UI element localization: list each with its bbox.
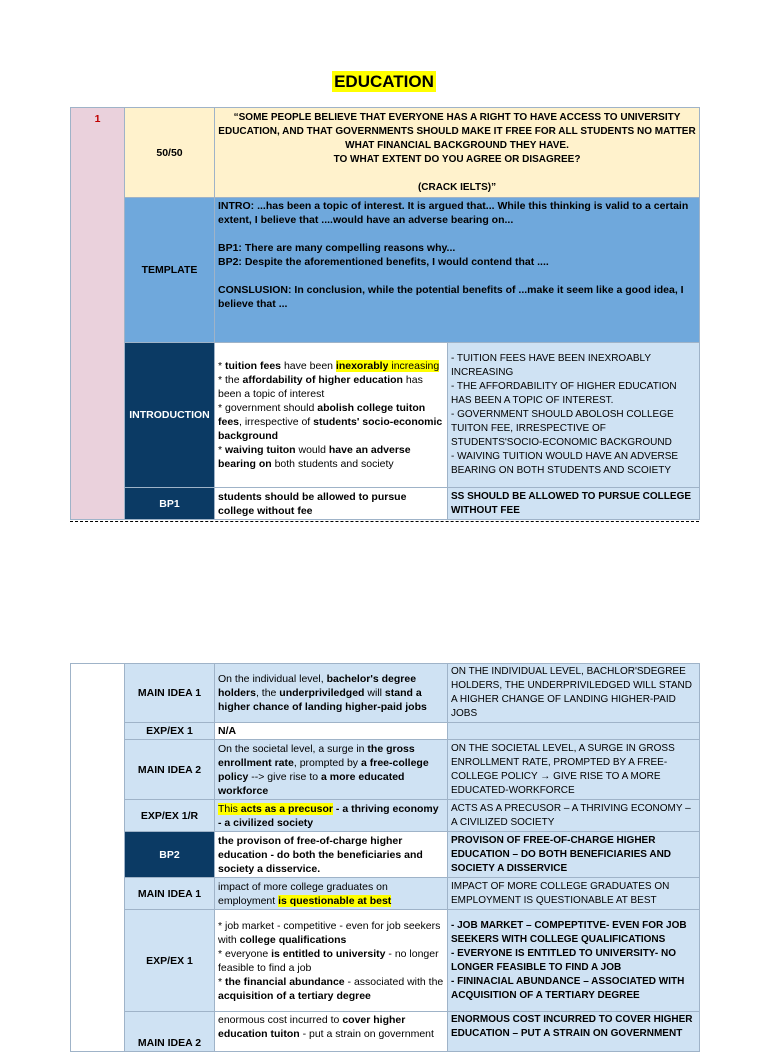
main-idea-1-label: MAIN IDEA 1 [125,664,215,723]
balance-label: 50/50 [125,108,215,198]
bp2-main-idea-2-label: MAIN IDEA 2 [125,1012,215,1052]
exp-ex-1r-caps: ACTS AS A PRECUSOR – A THRIVING ECONOMY – A CIVILIZED SOCIETY [448,800,700,832]
exp-ex-1r-label: EXP/EX 1/R [125,800,215,832]
bp2-main-idea-1-caps: IMPACT OF MORE COLLEGE GRADUATES ON EMPLOYMENT IS QUESTIONABLE AT BEST [448,878,700,910]
exp-ex-1-label: EXP/EX 1 [125,723,215,740]
bp1-notes: students should be allowed to pursue college without fee [215,488,448,520]
main-idea-2-caps: ON THE SOCIETAL LEVEL, A SURGE IN GROSS ENROLLMENT RATE, PROMPTED BY A FREE-COLLEGE POLICY → GIVE RISE TO A MORE EDUCATED-WORKFORCE [448,740,700,800]
page-title: EDUCATION [334,72,434,91]
bp2-main-idea-2-notes: enormous cost incurred to cover higher education tuiton - put a strain on government [215,1012,448,1052]
essay-template: INTRO: ...has been a topic of interest. It is argued that... While this thinking is valid to a certain extent, I believe that ....would have an adverse bearing on... BP1: There are many compelling reasons why... BP2: Despite the aforementioned benefits, I would contend that .... CONSLUSION: In conclusion, while the potential benefits of ...make it seem like a good idea, I believe that ... [215,198,700,343]
bp2-main-idea-1-label: MAIN IDEA 1 [125,878,215,910]
bp2-notes: the provison of free-of-charge higher education - do both the beneficiaries and society a disservice. [215,832,448,878]
bp1-label: BP1 [125,488,215,520]
topic-number-cell [71,664,125,1052]
bp2-main-idea-2-caps: ENORMOUS COST INCURRED TO COVER HIGHER EDUCATION – PUT A STRAIN ON GOVERNMENT [448,1012,700,1052]
introduction-notes: * tuition fees have been inexorably increasing * the affordability of higher education has been a topic of interest * government should abolish college tuiton fees, irrespective of students' socio-economic background * waiving tuiton would have an adverse bearing on both students and society [215,343,448,488]
template-label: TEMPLATE [125,198,215,343]
exp-ex-1-notes: N/A [215,723,448,740]
page-break-line [70,521,699,522]
essay-table-part-1 [70,107,700,520]
main-idea-2-label: MAIN IDEA 2 [125,740,215,800]
bp2-label: BP2 [125,832,215,878]
introduction-label: INTRODUCTION [125,343,215,488]
main-idea-1-caps: ON THE INDIVIDUAL LEVEL, BACHLOR'SDEGREE HOLDERS, THE UNDERPRIVILEDGED WILL STAND A HIGHER CHANGE OF LANDING HIGHER-PAID JOBS [448,664,700,723]
essay-table-part-2 [70,663,700,1052]
bp2-exp-ex-1-caps: - JOB MARKET – COMPEPTITVE- EVEN FOR JOB SEEKERS WITH COLLEGE QUALIFICATIONS - EVERYONE IS ENTITLED TO UNIVERSITY- NO LONGER FEASIBLE TO FIND A JOB - FININACIAL ABUNDANCE – ASSOCIATED WITH ACQUISITION OF A TERTIARY DEGREE [448,910,700,1012]
bp2-main-idea-1-notes: impact of more college graduates on employment is questionable at best [215,878,448,910]
bp1-caps: SS SHOULD BE ALLOWED TO PURSUE COLLEGE WITHOUT FEE [448,488,700,520]
exp-ex-1-caps [448,723,700,740]
bp2-caps: PROVISON OF FREE-OF-CHARGE HIGHER EDUCATION – DO BOTH BENEFICIARIES AND SOCIETY A DISSERVICE [448,832,700,878]
bp2-exp-ex-1-label: EXP/EX 1 [125,910,215,1012]
topic-number: 1 [71,108,125,520]
introduction-caps: - TUITION FEES HAVE BEEN INEXROABLY INCREASING - THE AFFORDABILITY OF HIGHER EDUCATION HAS BEEN A TOPIC OF INTEREST. - GOVERNMENT SHOULD ABOLOSH COLLEGE TUITON FEE, IRRESPECTIVE OF STUDENTS'SOCIO-ECONOMIC BACKGROUND - WAIVING TUITION WOULD HAVE AN ADVERSE BEARING ON BOTH STUDENTS AND SCOIETY [448,343,700,488]
exp-ex-1r-notes: This acts as a precusor - a thriving economy - a civilized society [215,800,448,832]
main-idea-2-notes: On the societal level, a surge in the gross enrollment rate, prompted by a free-college policy --> give rise to a more educated workforce [215,740,448,800]
main-idea-1-notes: On the individual level, bachelor's degree holders, the underpriviledged will stand a higher chance of landing higher-paid jobs [215,664,448,723]
essay-question: “SOME PEOPLE BELIEVE THAT EVERYONE HAS A RIGHT TO HAVE ACCESS TO UNIVERSITY EDUCATION, AND THAT GOVERNMENTS SHOULD MAKE IT FREE FOR ALL STUDENTS NO MATTER WHAT FINANCIAL BACKGROUND THEY HAVE. TO WHAT EXTENT DO YOU AGREE OR DISAGREE? (CRACK IELTS)” [215,108,700,198]
bp2-exp-ex-1-notes: * job market - competitive - even for job seekers with college qualifications * everyone is entitled to university - no longer feasible to find a job * the financial abundance - associated with the acquisition of a tertiary degree [215,910,448,1012]
